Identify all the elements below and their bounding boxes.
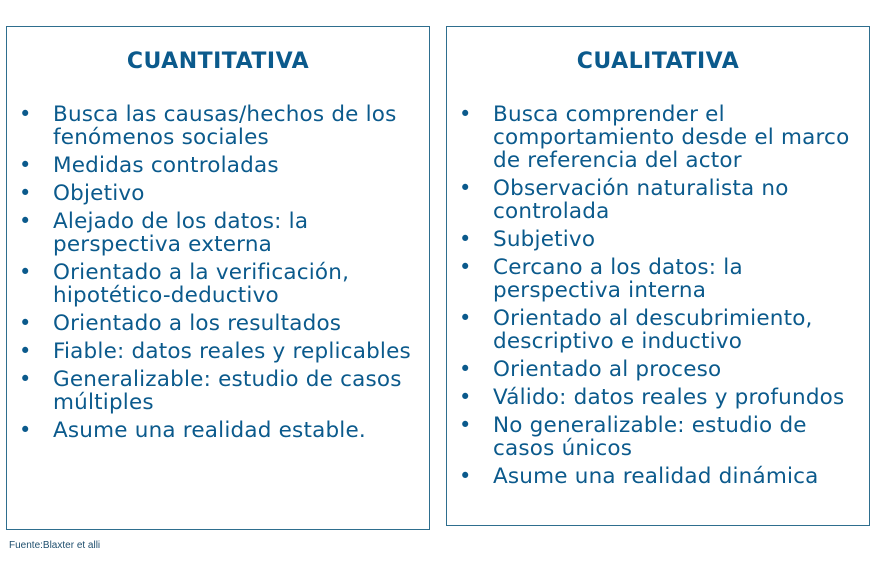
bullet-icon: • (19, 311, 32, 335)
quantitative-list (7, 103, 429, 447)
bullet-icon: • (459, 385, 472, 409)
list-item-text: Busca las causas/hechos de los fenómenos sociales (53, 102, 397, 150)
list-item (7, 368, 429, 414)
list-item (7, 182, 429, 205)
bullet-icon: • (19, 153, 32, 177)
list-item (7, 312, 429, 335)
list-item-text: Fiable: datos reales y replicables (53, 339, 411, 364)
source-note: Fuente:Blaxter et alli (9, 540, 101, 551)
quantitative-title: CUANTITATIVA (126, 49, 310, 74)
bullet-icon: • (459, 306, 472, 330)
list-item-text: Objetivo (53, 181, 145, 206)
list-item (7, 210, 429, 256)
bullet-icon: • (459, 255, 472, 279)
list-item (447, 256, 869, 302)
bullet-icon: • (459, 176, 472, 200)
list-item (7, 340, 429, 363)
list-item (7, 103, 429, 149)
bullet-icon: • (19, 181, 32, 205)
list-item-text: Asume una realidad dinámica (493, 464, 819, 489)
list-item (447, 386, 869, 409)
list-item (7, 261, 429, 307)
bullet-icon: • (459, 464, 472, 488)
bullet-icon: • (459, 357, 472, 381)
list-item-text: Observación naturalista no controlada (493, 176, 789, 224)
list-item-text: Cercano a los datos: la perspectiva interna (493, 255, 743, 303)
list-item (447, 103, 869, 172)
list-item-text: Asume una realidad estable. (53, 418, 366, 443)
list-item (447, 414, 869, 460)
list-item-text: Orientado a los resultados (53, 311, 342, 336)
list-item (447, 307, 869, 353)
bullet-icon: • (459, 413, 472, 437)
list-item (447, 228, 869, 251)
bullet-icon: • (19, 260, 32, 284)
list-item-text: No generalizable: estudio de casos únicos (493, 413, 807, 461)
list-item-text: Medidas controladas (53, 153, 279, 178)
bullet-icon: • (19, 418, 32, 442)
list-item-text: Alejado de los datos: la perspectiva externa (53, 209, 309, 257)
list-item-text: Generalizable: estudio de casos múltiples (53, 367, 402, 415)
list-item (7, 419, 429, 442)
list-item-text: Busca comprender el comportamiento desde el marco de referencia del actor (493, 102, 850, 173)
list-item (447, 465, 869, 488)
bullet-icon: • (19, 367, 32, 391)
list-item-text: Orientado a la verificación, hipotético-deductivo (53, 260, 350, 308)
list-item-text: Subjetivo (493, 227, 596, 252)
bullet-icon: • (459, 227, 472, 251)
bullet-icon: • (459, 102, 472, 126)
quantitative-panel (6, 26, 430, 530)
list-item (7, 154, 429, 177)
list-item-text: Orientado al proceso (493, 357, 722, 382)
list-item-text: Válido: datos reales y profundos (493, 385, 845, 410)
bullet-icon: • (19, 209, 32, 233)
bullet-icon: • (19, 339, 32, 363)
bullet-icon: • (19, 102, 32, 126)
qualitative-title: CUALITATIVA (576, 49, 740, 74)
list-item-text: Orientado al descubrimiento, descriptivo e inductivo (493, 306, 813, 354)
list-item (447, 358, 869, 381)
list-item (447, 177, 869, 223)
qualitative-list (447, 103, 869, 493)
qualitative-panel (446, 26, 870, 526)
